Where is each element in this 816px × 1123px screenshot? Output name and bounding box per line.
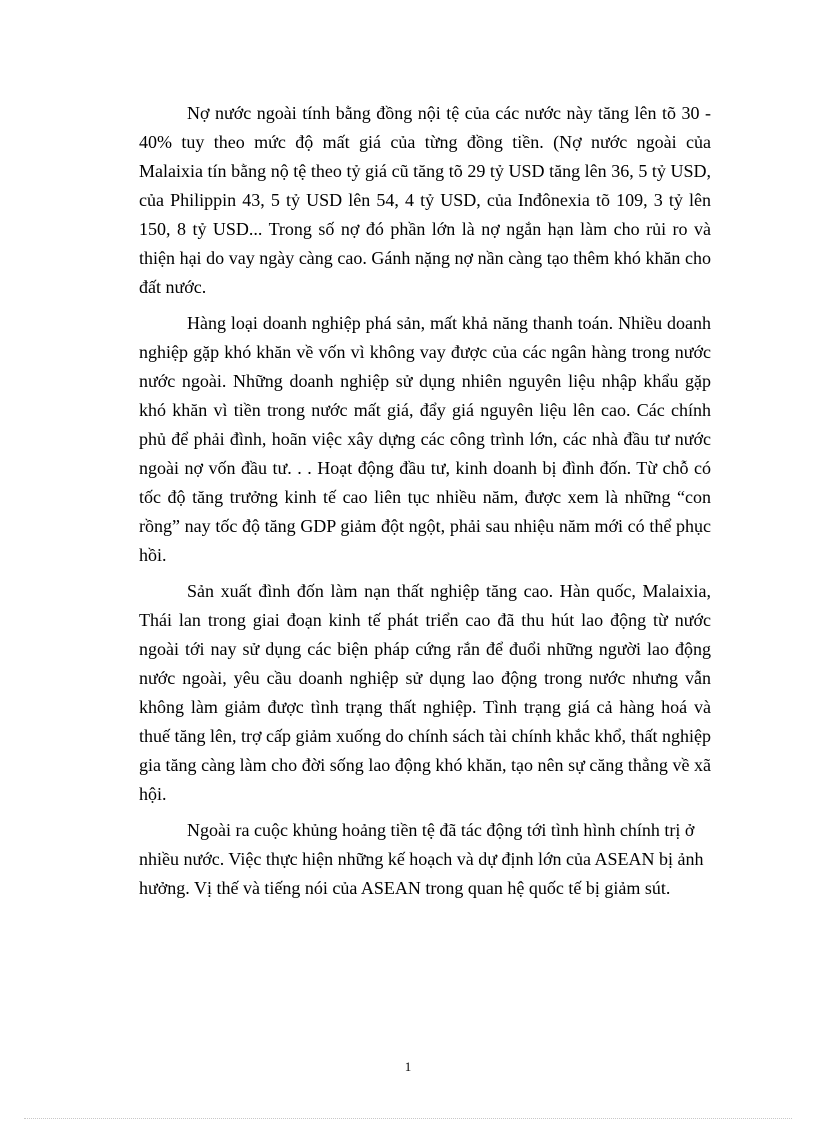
paragraph-business-bankruptcy: Hàng loại doanh nghiệp phá sản, mất khả năng thanh toán. Nhiều doanh nghiệp gặp khó khăn về vốn vì không vay được của các ngân hàng trong nước nước ngoài. Những doanh nghiệp sử dụng nhiên nguyên liệu nhập khẩu gặp khó khăn vì tiền trong nước mất giá, đẩy giá nguyên liệu lên cao. Các chính phủ để phải đình, hoãn việc xây dựng các công trình lớn, các nhà đầu tư nước ngoài nợ vốn đầu tư. . . Hoạt động đầu tư, kinh doanh bị đình đốn. Từ chỗ có tốc độ tăng trưởng kinh tế cao liên tục nhiều năm, được xem là những “con rồng” nay tốc độ tăng GDP giảm đột ngột, phải sau nhiệu năm mới có thể phục hồi. bbox=[139, 313, 711, 565]
page-bottom-divider bbox=[24, 1118, 792, 1119]
paragraph-unemployment: Sản xuất đình đốn làm nạn thất nghiệp tăng cao. Hàn quốc, Malaixia, Thái lan trong giai đoạn kinh tế phát triển cao đã thu hút lao động từ nước ngoài tới nay sử dụng các biện pháp cứng rắn để đuổi những người lao động nước ngoài, yêu cầu doanh nghiệp sử dụng lao động trong nước nhưng vẫn không làm giảm được tình trạng thất nghiệp. Tình trạng giá cả hàng hoá và thuế tăng lên, trợ cấp giảm xuống do chính sách tài chính khắc khổ, thất nghiệp gia tăng càng làm cho đời sống lao động khó khăn, tạo nên sự căng thẳng về xã hội. bbox=[139, 581, 711, 804]
page-number: 1 bbox=[404, 1059, 412, 1074]
document-body bbox=[139, 99, 711, 910]
paragraph-political-impact: Ngoài ra cuộc khủng hoảng tiền tệ đã tác động tới tình hình chính trị ở nhiều nước. Việc thực hiện những kế hoạch và dự định lớn của ASEAN bị ảnh hưởng. Vị thế và tiếng nói của ASEAN trong quan hệ quốc tế bị giảm sút. bbox=[139, 820, 704, 898]
paragraph-foreign-debt: Nợ nước ngoài tính bằng đồng nội tệ của các nước này tăng lên tõ 30 - 40% tuy theo mức độ mất giá của từng đồng tiền. (Nợ nước ngoài của Malaixia tín bằng nộ tệ theo tỷ giá cũ tăng tõ 29 tỷ USD tăng lên 36, 5 tỷ USD, của Philippin 43, 5 tỷ USD lên 54, 4 tỷ USD, của Inđônexia tõ 109, 3 tỷ lên 150, 8 tỷ USD... Trong số nợ đó phần lớn là nợ ngắn hạn làm cho rủi ro và thiện hại do vay ngày càng cao. Gánh nặng nợ nần càng tạo thêm khó khăn cho đất nước. bbox=[139, 103, 711, 297]
